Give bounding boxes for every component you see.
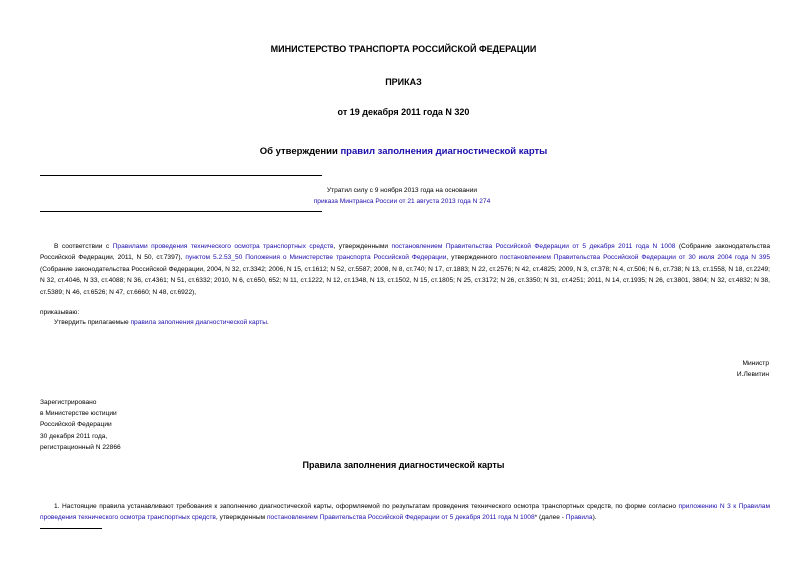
notice-bottom-rule — [40, 211, 322, 212]
text-run: ). — [592, 514, 597, 522]
rules-paragraph-1 — [40, 501, 770, 524]
approve-paragraph — [54, 317, 784, 328]
text-run: , утвержденными — [333, 243, 392, 250]
signature-role: Министр — [742, 360, 769, 367]
inline-link[interactable]: пунктом 5.2.53_50 Положения о Министерстве транспорта Российской Федерации — [185, 254, 447, 262]
registration-block — [40, 397, 121, 453]
text-run: . — [267, 319, 269, 326]
notice-line: Утратил силу с 9 ноября 2013 года на основании — [326, 187, 478, 194]
notice-top-rule — [40, 175, 322, 176]
registration-line: в Министерстве юстиции — [40, 410, 117, 418]
doc-type-heading: ПРИКАЗ — [385, 77, 422, 87]
text-run: (Собрание законодательства Российской Федерации, 2011, N 50, ст.7397), — [40, 243, 770, 262]
date-number-heading: от 19 декабря 2011 года N 320 — [337, 107, 470, 117]
rules-title: Правила заполнения диагностической карты — [302, 460, 505, 470]
order-title-prefix: Об утверждении — [259, 146, 341, 157]
ministry-heading: МИНИСТЕРСТВО ТРАНСПОРТА РОССИЙСКОЙ ФЕДЕРАЦИИ — [270, 44, 537, 54]
text-run: Утвердить прилагаемые — [54, 319, 131, 326]
inline-link[interactable]: приложению N 3 к Правилам проведения технического осмотра транспортных средств — [40, 503, 770, 522]
text-run: 1. Настоящие правила устанавливают требования к заполнению диагностической карты, оформляемой по результатам проведения технического осмотра транспортных средств, по форме согласно — [54, 503, 679, 510]
registration-line: Зарегистрировано — [40, 399, 97, 406]
footnote-rule — [40, 528, 102, 529]
order-title-link[interactable]: правил заполнения диагностической карты — [340, 146, 548, 157]
text-run: , утвержденного — [446, 254, 500, 262]
registration-line: 30 декабря 2011 года, — [40, 432, 108, 440]
notice-link[interactable]: приказа Минтранса России от 21 августа 2013 года N 274 — [313, 198, 491, 205]
inline-link[interactable]: правила заполнения диагностической карты — [130, 319, 267, 326]
inline-link[interactable]: постановлением Правительства Российской Федерации от 5 декабря 2011 года N 1008 — [266, 514, 535, 522]
inline-link[interactable]: постановлением Правительства Российской Федерации от 30 июля 2004 года N 395 — [500, 254, 770, 262]
text-run: , утвержденным — [215, 514, 267, 522]
text-run: (Собрание законодательства Российской Федерации, 2004, N 32, ст.3342; 2006, N 15, ст.1612; N 52, ст.5587; 2008, N 8, ст.740; N 17, ст.1883; N 22, ст.2576; N 42, ст.4825; 2009, N 3, ст.378; N 4, ст.506; N 6, ст.738; N 13, ст.1558, N 18, ст.2249; N 32, ст.4046, N 33, ст.4088; N 36, ст.4361; N 51, ст.6332; 2010, N 6, ст.650, 652; N 11, ст.1222, N 12, ст.1348, N 13, ст.1502, N 15, ст.1805; N 25, ст.3172; N 26, ст.3350; N 31, ст.4251; 2011, N 14, ст.1935; N 26, ст.3801, 3804; N 32, ст.4832; N 38, ст.5389; N 46, ст.6526; N 47, ст.6660; N 48, ст.6922), — [40, 265, 770, 296]
order-title — [0, 146, 807, 157]
order-word: приказываю: — [40, 309, 80, 316]
signature-name: И.Левитин — [736, 371, 769, 378]
text-run: В соответствии с — [54, 243, 113, 250]
text-run: * (далее - — [534, 514, 566, 522]
registration-line: регистрационный N 22866 — [40, 443, 121, 451]
preamble-paragraph — [40, 241, 770, 298]
inline-link[interactable]: постановлением Правительства Российской Федерации от 5 декабря 2011 года N 1008 — [391, 243, 676, 250]
registration-line: Российской Федерации — [40, 421, 112, 429]
inline-link[interactable]: Правила — [565, 514, 593, 522]
inline-link[interactable]: Правилами проведения технического осмотра транспортных средств — [112, 243, 334, 250]
